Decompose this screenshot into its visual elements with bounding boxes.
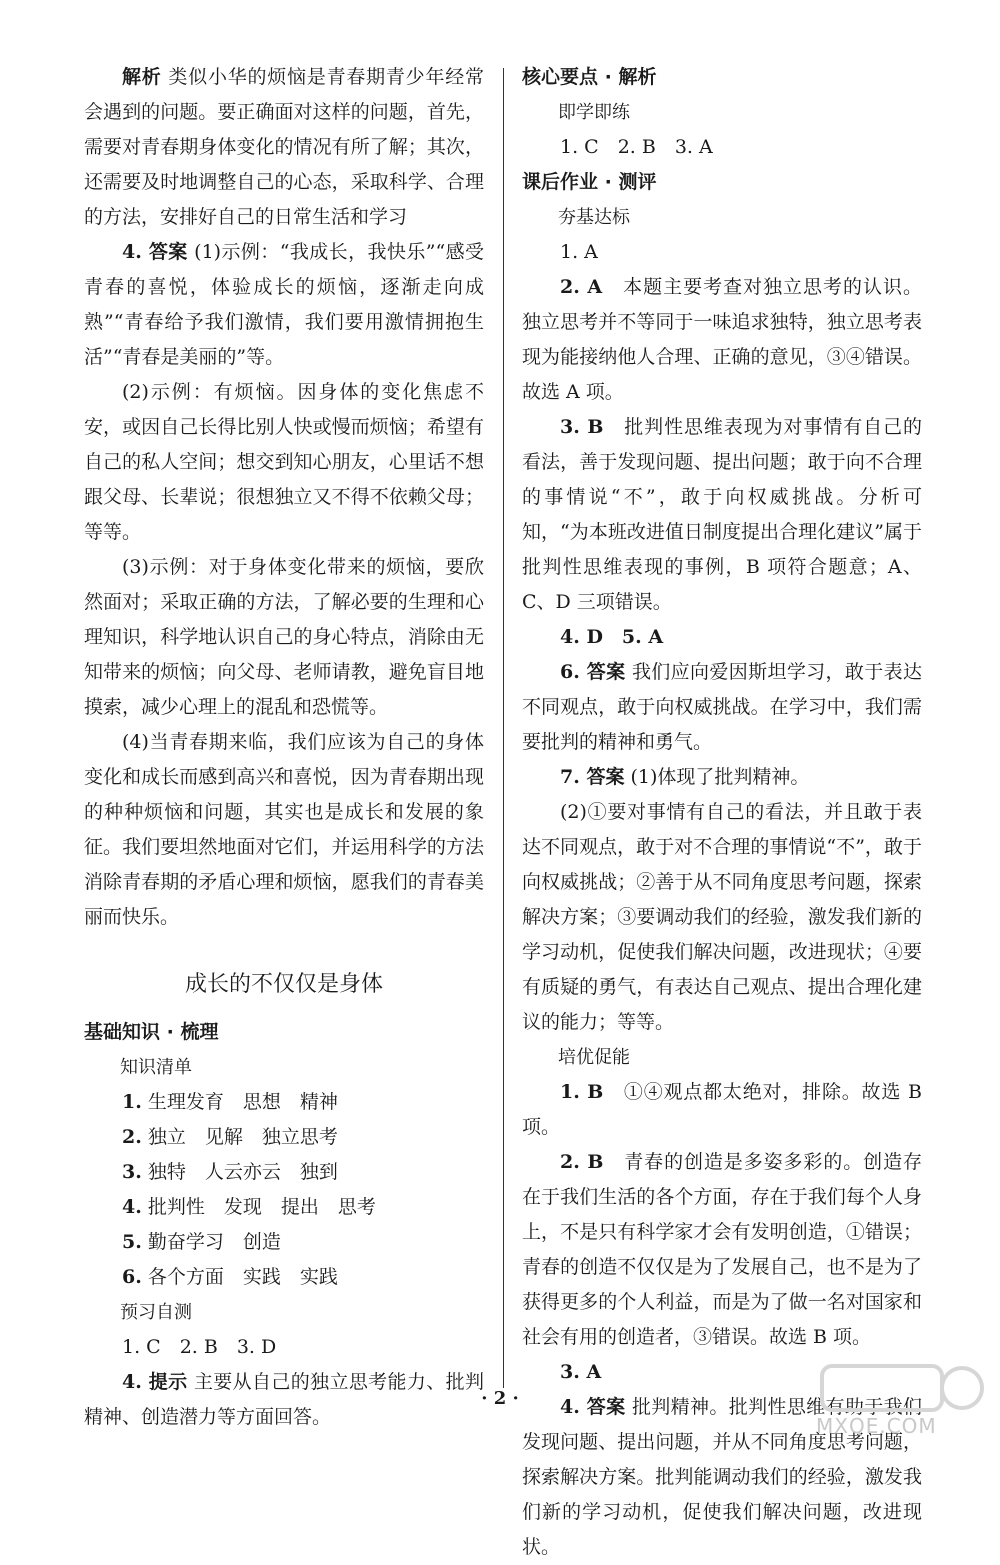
answer-r7-part2: (2)①要对事情有自己的看法，并且敢于表达不同观点，敢于对不合理的事情说“不”，敢于向权威挑战；②善于从不同角度思考问题，探索解决方案；③要调动我们的经验，激发我们新的学习动机，促使我们解决问题，改进现状；④要有质疑的勇气，有表达自己观点、提出合理化建议的能力；等等。: [522, 801, 922, 1033]
conclusion-4-paragraph: (4)当青春期来临，我们应该为自己的身体变化和成长而感到高兴和喜悦，因为青春期出现的种种烦恼和问题，其实也是成长和发展的象征。我们要坦然地面对它们，并运用科学的方法消除青春期的矛盾心理和烦恼，愿我们的青春美丽而快乐。: [84, 731, 484, 928]
knowledge-item: [84, 1085, 484, 1120]
tip-text: 主要从自己的独立思考能力、批判精神、创造潜力等方面回答。: [84, 1371, 484, 1428]
answer-r2: [522, 270, 922, 410]
answer-r4-r5: 4. D 5. A: [560, 626, 664, 648]
answer-s4-text: 批判精神。批判性思维有助于我们发现问题、提出问题，并从不同角度思考问题，探索解决方案。批判能调动我们的经验，激发我们新的学习动机，促使我们解决问题，改进现状。: [522, 1396, 922, 1558]
lesson-title: 成长的不仅仅是身体: [184, 972, 383, 997]
answer-r3: [522, 410, 922, 620]
answer-r7-text: (1)体现了批判精神。: [630, 766, 810, 788]
knowledge-item-number: 5.: [122, 1231, 142, 1253]
example-2-paragraph: (2)示例：有烦恼。因身体的变化焦虑不安，或因自己长得比别人快或慢而烦恼；希望有自己的私人空间；想交到知心朋友，心里话不想跟父母、长辈说；很想独立又不得不依赖父母；等等。: [84, 381, 484, 543]
answer-s2-tag: 2. B: [560, 1151, 604, 1173]
answer-s1-tag: 1. B: [560, 1081, 604, 1103]
answer-r2-text: 本题主要考查对独立思考的认识。独立思考并不等同于一味追求独特，独立思考表现为能接纳他人合理、正确的意见，③④错误。故选 A 项。: [522, 276, 922, 403]
knowledge-item: [84, 1225, 484, 1260]
answer-text: (1)示例：“我成长，我快乐”“感受青春的喜悦，体验成长的烦恼，逐渐走向成熟”“青春给予我们激情，我们要用激情拥抱生活”“青春是美丽的”等。: [84, 241, 484, 368]
answer-r1: 1. A: [560, 241, 598, 263]
knowledge-item-number: 6.: [122, 1266, 142, 1288]
knowledge-item-text: 生理发育 思想 精神: [147, 1091, 338, 1113]
answer-tag: 4. 答案: [122, 241, 188, 263]
knowledge-item-number: 4.: [122, 1196, 142, 1218]
knowledge-item-text: 独特 人云亦云 独到: [147, 1161, 338, 1183]
knowledge-item-text: 独立 见解 独立思考: [147, 1126, 338, 1148]
preview-quiz-answers: 1. C 2. B 3. D: [122, 1336, 277, 1358]
right-column: [522, 60, 922, 1565]
section-heading-homework: 课后作业 · 测评: [522, 171, 657, 193]
knowledge-item: [84, 1155, 484, 1190]
watermark-badge-icon: [816, 1358, 986, 1418]
answer-r6-tag: 6. 答案: [560, 661, 626, 683]
knowledge-item-number: 1.: [122, 1091, 142, 1113]
answer-s2-text: 青春的创造是多姿多彩的。创造存在于我们生活的各个方面，存在于我们每个人身上，不是只有科学家才会有发明创造，①错误；青春的创造不仅仅是为了发展自己，也不是为了获得更多的个人利益，而是为了做一名对国家和社会有用的创造者，③错误。故选 B 项。: [522, 1151, 922, 1348]
watermark-logo: [816, 1358, 986, 1438]
answer-r7: [522, 760, 922, 795]
answer-s1: [522, 1075, 922, 1145]
left-column: [84, 60, 484, 1435]
watermark-text: MXQE.COM: [816, 1414, 937, 1438]
example-3-paragraph: (3)示例：对于身体变化带来的烦恼，要欣然面对；采取正确的方法，了解必要的生理和心理知识，科学地认识自己的身心特点，消除由无知带来的烦恼；向父母、老师请教，避免盲目地摸索，减少心理上的混乱和恐慌等。: [84, 556, 484, 718]
tip-tag: 4. 提示: [122, 1371, 188, 1393]
answer-r3-text: 批判性思维表现为对事情有自己的看法，善于发现问题、提出问题；敢于向不合理的事情说“不”，敢于向权威挑战。分析可知，“为本班改进值日制度提出合理化建议”属于批判性思维表现的事例，B 项符合题意；A、C、D 三项错误。: [522, 416, 922, 613]
knowledge-item: [84, 1260, 484, 1295]
answer-r3-tag: 3. B: [560, 416, 604, 438]
analysis-paragraph: [84, 60, 484, 235]
section-heading-basics: 基础知识 · 梳理: [84, 1021, 219, 1043]
subheading-foundation: 夯基达标: [558, 207, 630, 228]
subheading-preview-test: 预习自测: [120, 1302, 192, 1323]
knowledge-item-number: 3.: [122, 1161, 142, 1183]
subheading-advanced: 培优促能: [558, 1047, 630, 1068]
knowledge-item: [84, 1120, 484, 1155]
answer-4-paragraph: [84, 235, 484, 375]
analysis-tag: 解析: [122, 66, 162, 88]
answer-s4-tag: 4. 答案: [560, 1396, 626, 1418]
answer-s2: [522, 1145, 922, 1355]
knowledge-item-text: 各个方面 实践 实践: [147, 1266, 338, 1288]
knowledge-list: [84, 1085, 484, 1295]
section-heading-key-points: 核心要点 · 解析: [522, 66, 657, 88]
knowledge-item-text: 勤奋学习 创造: [147, 1231, 281, 1253]
answer-r6: [522, 655, 922, 760]
column-divider: [503, 68, 504, 1388]
answer-r2-tag: 2. A: [560, 276, 603, 298]
knowledge-item-text: 批判性 发现 提出 思考: [147, 1196, 376, 1218]
subheading-knowledge-list: 知识清单: [120, 1057, 192, 1078]
answer-s3: 3. A: [560, 1361, 602, 1383]
knowledge-item-number: 2.: [122, 1126, 142, 1148]
practice-answers: 1. C 2. B 3. A: [560, 136, 713, 158]
page-number: · 2 ·: [481, 1388, 519, 1409]
analysis-text: 类似小华的烦恼是青春期青少年经常会遇到的问题。要正确面对这样的问题，首先，需要对青春期身体变化的情况有所了解；其次，还需要及时地调整自己的心态，采取科学、合理的方法，安排好自己的日常生活和学习: [84, 66, 484, 228]
knowledge-item: [84, 1190, 484, 1225]
answer-r6-text: 我们应向爱因斯坦学习，敢于表达不同观点，敢于向权威挑战。在学习中，我们需要批判的精神和勇气。: [522, 661, 922, 753]
subheading-practice: 即学即练: [558, 102, 630, 123]
answer-r7-tag: 7. 答案: [560, 766, 625, 788]
answer-s1-text: ①④观点都太绝对，排除。故选 B 项。: [522, 1081, 922, 1138]
